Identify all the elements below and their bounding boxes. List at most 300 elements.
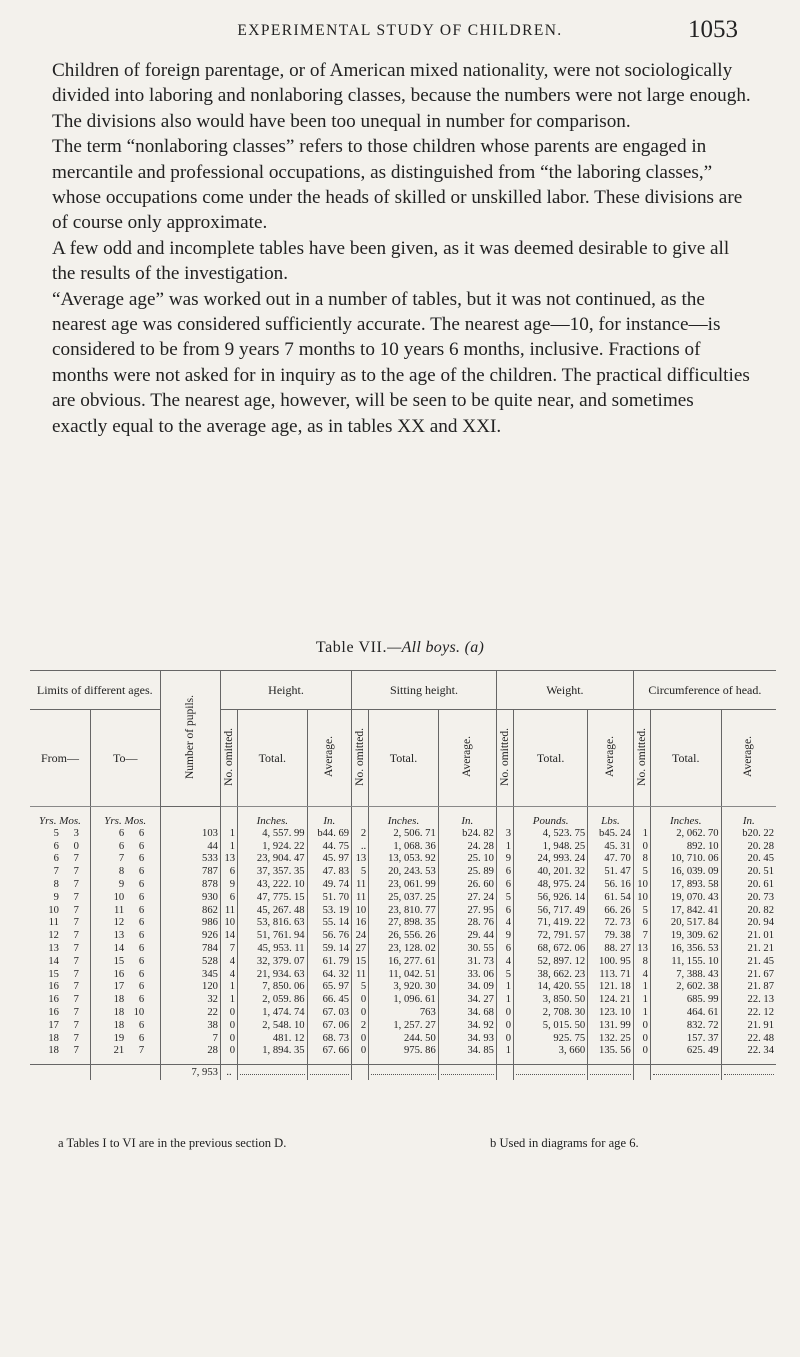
circ-average-cell: 22. 48: [721, 1033, 776, 1046]
pupils-cell: 533: [160, 853, 220, 866]
from-cell: 8 7: [53, 878, 79, 890]
sitting-total-cell: 244. 50: [369, 1033, 439, 1046]
from-cell: 9 7: [53, 891, 79, 903]
height-total-cell: 7, 850. 06: [238, 981, 308, 994]
total-cell: [352, 1065, 369, 1080]
unit-cell: Lbs.: [588, 807, 634, 828]
circ-average-cell: 22. 12: [721, 1007, 776, 1020]
weight-omitted-cell: 6: [496, 866, 513, 879]
weight-omitted-cell: 4: [496, 917, 513, 930]
to-cell: 18 10: [90, 1007, 160, 1020]
sitting-total-cell: 11, 042. 51: [369, 969, 439, 982]
to-cell: 9 6: [90, 879, 160, 892]
height-total-header: Total.: [238, 710, 308, 807]
height-total-cell: 45, 953. 11: [238, 943, 308, 956]
circ-omitted-cell: 10: [633, 879, 650, 892]
weight-average-cell: 131. 99: [588, 1020, 634, 1033]
total-cell: [307, 1065, 352, 1080]
height-average-cell: 65. 97: [307, 981, 352, 994]
height-total-cell: 1, 924. 22: [238, 841, 308, 854]
from-cell: 7 7: [53, 866, 79, 878]
height-omitted-cell: 0: [220, 1007, 237, 1020]
limits-header: Limits of different ages.: [30, 671, 160, 710]
sitting-omitted-cell: 0: [352, 1045, 369, 1064]
height-average-cell: 67. 03: [307, 1007, 352, 1020]
circ-total-cell: 16, 039. 09: [650, 866, 721, 879]
weight-average-cell: 51. 47: [588, 866, 634, 879]
to-cell: 12 6: [90, 917, 160, 930]
circ-total-header: Total.: [650, 710, 721, 807]
circ-total-cell: 7, 388. 43: [650, 969, 721, 982]
height-omitted-cell: 0: [220, 1033, 237, 1046]
table-body: [30, 828, 776, 1065]
from-cell: 6 0: [53, 840, 79, 852]
sitting-average-cell: 25. 10: [438, 853, 496, 866]
sitting-total-cell: 1, 096. 61: [369, 994, 439, 1007]
height-average-cell: b44. 69: [307, 828, 352, 841]
from-cell: 10 7: [48, 904, 79, 916]
page-header: [0, 16, 800, 50]
pupils-cell: 862: [160, 905, 220, 918]
from-header: From—: [30, 710, 90, 807]
paragraph: The term “nonlaboring classes” refers to those children whose parents are engaged in mercantile and professional occupations, as distinguished from “the laboring classes,” whose occupations come under the heads of skilled or unskilled labor. These divisions are of course only approximate.: [52, 136, 743, 234]
weight-average-cell: 123. 10: [588, 1007, 634, 1020]
height-average-cell: 56. 76: [307, 930, 352, 943]
to-cell: 7 6: [90, 853, 160, 866]
pupils-cell: 38: [160, 1020, 220, 1033]
weight-omitted-header: No. omitted.: [496, 710, 513, 807]
circ-total-cell: 20, 517. 84: [650, 917, 721, 930]
circ-omitted-cell: 0: [633, 1020, 650, 1033]
weight-average-cell: b45. 24: [588, 828, 634, 841]
weight-average-cell: 100. 95: [588, 956, 634, 969]
pupils-cell: 28: [160, 1045, 220, 1064]
weight-average-cell: 72. 73: [588, 917, 634, 930]
header-row-top: [30, 671, 776, 710]
unit-cell: Inches.: [238, 807, 308, 828]
weight-omitted-cell: 0: [496, 1020, 513, 1033]
weight-total-cell: 4, 523. 75: [514, 828, 588, 841]
height-total-cell: 37, 357. 35: [238, 866, 308, 879]
sitting-total-cell: 1, 068. 36: [369, 841, 439, 854]
table-row: [30, 841, 776, 854]
total-pupils: 7, 953: [160, 1065, 220, 1080]
units-row: [30, 807, 776, 828]
from-cell: 11 7: [48, 917, 79, 929]
height-omitted-cell: 1: [220, 994, 237, 1007]
total-cell: [496, 1065, 513, 1080]
unit-cell: Pounds.: [514, 807, 588, 828]
weight-total-cell: 68, 672. 06: [514, 943, 588, 956]
weight-total-cell: 24, 993. 24: [514, 853, 588, 866]
sitting-omitted-cell: 11: [352, 892, 369, 905]
weight-omitted-cell: 0: [496, 1033, 513, 1046]
from-cell: 6 7: [53, 853, 79, 865]
sitting-omitted-cell: 11: [352, 879, 369, 892]
circ-total-cell: 625. 49: [650, 1045, 721, 1064]
unit-cell: [496, 807, 513, 828]
weight-total-cell: 2, 708. 30: [514, 1007, 588, 1020]
table-row: [30, 1020, 776, 1033]
height-average-cell: 44. 75: [307, 841, 352, 854]
sitting-total-cell: 25, 037. 25: [369, 892, 439, 905]
table-row: [30, 905, 776, 918]
circ-omitted-cell: 0: [633, 1033, 650, 1046]
body-text: [52, 58, 752, 439]
weight-total-cell: 48, 975. 24: [514, 879, 588, 892]
from-cell: 16 7: [48, 981, 79, 993]
table-row: [30, 892, 776, 905]
weight-omitted-cell: 1: [496, 841, 513, 854]
circ-average-cell: 22. 13: [721, 994, 776, 1007]
height-omitted-cell: 6: [220, 892, 237, 905]
sitting-omitted-header: No. omitted.: [352, 710, 369, 807]
weight-omitted-cell: 4: [496, 956, 513, 969]
sitting-total-cell: 3, 920. 30: [369, 981, 439, 994]
sitting-total-cell: 23, 128. 02: [369, 943, 439, 956]
pupils-cell: 32: [160, 994, 220, 1007]
sitting-total-header: Total.: [369, 710, 439, 807]
sitting-average-cell: 24. 28: [438, 841, 496, 854]
unit-cell: Inches.: [650, 807, 721, 828]
sitting-total-cell: 26, 556. 26: [369, 930, 439, 943]
to-cell: 18 6: [90, 1020, 160, 1033]
weight-total-cell: 56, 717. 49: [514, 905, 588, 918]
weight-average-cell: 66. 26: [588, 905, 634, 918]
height-omitted-cell: 9: [220, 879, 237, 892]
pupils-header: Number of pupils.: [160, 671, 220, 807]
circ-average-header: Average.: [721, 710, 776, 807]
height-total-cell: 2, 059. 86: [238, 994, 308, 1007]
from-cell: 12 7: [48, 930, 79, 942]
header-row-sub: [30, 710, 776, 807]
weight-total-cell: 52, 897. 12: [514, 956, 588, 969]
sitting-average-cell: 34. 68: [438, 1007, 496, 1020]
circ-average-cell: 21. 21: [721, 943, 776, 956]
circ-total-cell: 10, 710. 06: [650, 853, 721, 866]
height-omitted-cell: 13: [220, 853, 237, 866]
height-total-cell: 481. 12: [238, 1033, 308, 1046]
total-cell: [438, 1065, 496, 1080]
circ-average-cell: 21. 87: [721, 981, 776, 994]
pupils-cell: 22: [160, 1007, 220, 1020]
sitting-total-cell: 27, 898. 35: [369, 917, 439, 930]
circ-average-cell: 21. 45: [721, 956, 776, 969]
sitting-total-cell: 20, 243. 53: [369, 866, 439, 879]
height-average-cell: 45. 97: [307, 853, 352, 866]
circ-total-cell: 19, 309. 62: [650, 930, 721, 943]
total-cell: [369, 1065, 439, 1080]
sitting-total-cell: 2, 506. 71: [369, 828, 439, 841]
total-cell: [721, 1065, 776, 1080]
unit-cell: Yrs. Mos.: [39, 815, 81, 827]
weight-omitted-cell: 5: [496, 892, 513, 905]
height-average-cell: 61. 79: [307, 956, 352, 969]
weight-average-cell: 113. 71: [588, 969, 634, 982]
pupils-cell: 930: [160, 892, 220, 905]
weight-average-cell: 56. 16: [588, 879, 634, 892]
from-cell: 13 7: [48, 942, 79, 954]
from-cell: 18 7: [48, 1032, 79, 1044]
circ-average-cell: 21. 01: [721, 930, 776, 943]
height-total-cell: 32, 379. 07: [238, 956, 308, 969]
from-cell: 15 7: [48, 968, 79, 980]
pupils-cell: 528: [160, 956, 220, 969]
height-total-cell: 53, 816. 63: [238, 917, 308, 930]
height-average-header: Average.: [307, 710, 352, 807]
sitting-total-cell: 16, 277. 61: [369, 956, 439, 969]
circ-omitted-header: No. omitted.: [633, 710, 650, 807]
pupils-cell: 103: [160, 828, 220, 841]
sitting-omitted-cell: 13: [352, 853, 369, 866]
weight-omitted-cell: 0: [496, 1007, 513, 1020]
height-omitted-cell: 4: [220, 956, 237, 969]
pupils-cell: 926: [160, 930, 220, 943]
sitting-average-cell: 33. 06: [438, 969, 496, 982]
circ-omitted-cell: 8: [633, 956, 650, 969]
sitting-omitted-cell: 0: [352, 1033, 369, 1046]
height-average-cell: 59. 14: [307, 943, 352, 956]
weight-average-cell: 45. 31: [588, 841, 634, 854]
sitting-average-cell: b24. 82: [438, 828, 496, 841]
height-average-cell: 68. 73: [307, 1033, 352, 1046]
paragraph: “Average age” was worked out in a number of tables, but it was not continued, as the nearest age was considered sufficiently accurate. The nearest age—10, for instance—is considered to be from 9 years 7 months to 10 years 6 months, inclusive. Fractions of months were not asked for in inquiry as to the age of the children. The practical difficulties are obvious. The nearest age, however, will be seen to be quite near, and sometimes exactly equal to the average age, as in tables XX and XXI.: [52, 288, 750, 437]
height-total-cell: 1, 894. 35: [238, 1045, 308, 1064]
weight-average-cell: 61. 54: [588, 892, 634, 905]
unit-cell: Yrs. Mos.: [90, 807, 160, 828]
sitting-total-cell: 763: [369, 1007, 439, 1020]
circ-omitted-cell: 1: [633, 994, 650, 1007]
weight-omitted-cell: 9: [496, 853, 513, 866]
height-average-cell: 51. 70: [307, 892, 352, 905]
sitting-average-cell: 29. 44: [438, 930, 496, 943]
weight-omitted-cell: 6: [496, 943, 513, 956]
circ-total-cell: 2, 602. 38: [650, 981, 721, 994]
height-omitted-cell: 11: [220, 905, 237, 918]
table-caption-label: Table VII.: [315, 639, 388, 656]
sitting-average-cell: 30. 55: [438, 943, 496, 956]
pupils-cell: 345: [160, 969, 220, 982]
circumference-header: Circumference of head.: [633, 671, 776, 710]
circ-omitted-cell: 5: [633, 866, 650, 879]
circ-average-cell: 20. 94: [721, 917, 776, 930]
from-cell: 18 7: [48, 1045, 79, 1057]
pupils-cell: 784: [160, 943, 220, 956]
to-cell: 21 7: [90, 1045, 160, 1064]
circ-omitted-cell: 4: [633, 969, 650, 982]
table-caption: [0, 639, 800, 657]
table-row: [30, 1045, 776, 1064]
height-total-cell: 21, 934. 63: [238, 969, 308, 982]
total-cell: [588, 1065, 634, 1080]
weight-omitted-cell: 1: [496, 994, 513, 1007]
table-row: [30, 1033, 776, 1046]
weight-total-cell: 72, 791. 57: [514, 930, 588, 943]
sitting-omitted-cell: 11: [352, 969, 369, 982]
height-total-cell: 1, 474. 74: [238, 1007, 308, 1020]
sitting-average-cell: 34. 27: [438, 994, 496, 1007]
weight-total-cell: 5, 015. 50: [514, 1020, 588, 1033]
circ-total-cell: 892. 10: [650, 841, 721, 854]
paragraph: A few odd and incomplete tables have been given, as it was deemed desirable to give all the results of the investigation.: [52, 237, 730, 285]
circ-total-cell: 11, 155. 10: [650, 956, 721, 969]
height-total-cell: 2, 548. 10: [238, 1020, 308, 1033]
pupils-cell: 787: [160, 866, 220, 879]
height-average-cell: 67. 06: [307, 1020, 352, 1033]
to-cell: 15 6: [90, 956, 160, 969]
sitting-total-cell: 23, 810. 77: [369, 905, 439, 918]
pupils-cell: 44: [160, 841, 220, 854]
height-omitted-cell: 1: [220, 841, 237, 854]
circ-omitted-cell: 1: [633, 1007, 650, 1020]
height-omitted-cell: 1: [220, 828, 237, 841]
weight-total-cell: 3, 850. 50: [514, 994, 588, 1007]
sitting-omitted-cell: 10: [352, 905, 369, 918]
sitting-height-header: Sitting height.: [352, 671, 497, 710]
circ-omitted-cell: 6: [633, 917, 650, 930]
height-omitted-cell: 0: [220, 1045, 237, 1064]
total-cell: [650, 1065, 721, 1080]
sitting-omitted-cell: 24: [352, 930, 369, 943]
circ-average-cell: 20. 51: [721, 866, 776, 879]
height-total-cell: 51, 761. 94: [238, 930, 308, 943]
sitting-omitted-cell: 16: [352, 917, 369, 930]
unit-cell: [160, 807, 220, 828]
weight-average-cell: 121. 18: [588, 981, 634, 994]
sitting-average-cell: 34. 93: [438, 1033, 496, 1046]
unit-cell: In.: [721, 807, 776, 828]
footnote-b: b Used in diagrams for age 6.: [490, 1136, 639, 1150]
circ-total-cell: 17, 842. 41: [650, 905, 721, 918]
table-row: [30, 930, 776, 943]
circ-omitted-cell: 10: [633, 892, 650, 905]
circ-total-cell: 157. 37: [650, 1033, 721, 1046]
sitting-omitted-cell: 2: [352, 1020, 369, 1033]
circ-omitted-cell: 13: [633, 943, 650, 956]
table-row: [30, 994, 776, 1007]
sitting-total-cell: 1, 257. 27: [369, 1020, 439, 1033]
unit-cell: [633, 807, 650, 828]
sitting-average-cell: 34. 85: [438, 1045, 496, 1064]
table-row: [30, 828, 776, 841]
sitting-omitted-cell: 27: [352, 943, 369, 956]
circ-omitted-cell: 1: [633, 828, 650, 841]
circ-total-cell: 2, 062. 70: [650, 828, 721, 841]
weight-total-header: Total.: [514, 710, 588, 807]
sitting-total-cell: 13, 053. 92: [369, 853, 439, 866]
to-header: To—: [90, 710, 160, 807]
height-average-cell: 55. 14: [307, 917, 352, 930]
from-cell: 14 7: [48, 955, 79, 967]
weight-omitted-cell: 3: [496, 828, 513, 841]
circ-average-cell: 20. 82: [721, 905, 776, 918]
pupils-cell: 878: [160, 879, 220, 892]
circ-omitted-cell: 0: [633, 1045, 650, 1064]
circ-omitted-cell: 5: [633, 905, 650, 918]
circ-omitted-cell: 1: [633, 981, 650, 994]
weight-total-cell: 56, 926. 14: [514, 892, 588, 905]
pupils-cell: 7: [160, 1033, 220, 1046]
circ-omitted-cell: 7: [633, 930, 650, 943]
weight-total-cell: 14, 420. 55: [514, 981, 588, 994]
unit-cell: In.: [307, 807, 352, 828]
circ-average-cell: 22. 34: [721, 1045, 776, 1064]
from-cell: 5 3: [53, 827, 79, 839]
to-cell: 6 6: [90, 828, 160, 841]
weight-average-cell: 132. 25: [588, 1033, 634, 1046]
height-omitted-cell: 0: [220, 1020, 237, 1033]
sitting-total-cell: 23, 061. 99: [369, 879, 439, 892]
sitting-average-cell: 26. 60: [438, 879, 496, 892]
sitting-average-cell: 34. 09: [438, 981, 496, 994]
table-row: [30, 956, 776, 969]
to-cell: 17 6: [90, 981, 160, 994]
from-cell: 17 7: [48, 1019, 79, 1031]
height-total-cell: 45, 267. 48: [238, 905, 308, 918]
height-average-cell: 49. 74: [307, 879, 352, 892]
to-cell: 8 6: [90, 866, 160, 879]
total-row: [30, 1065, 776, 1080]
height-average-cell: 53. 19: [307, 905, 352, 918]
table-row: [30, 866, 776, 879]
sitting-average-cell: 31. 73: [438, 956, 496, 969]
data-table: [30, 670, 776, 1080]
weight-total-cell: 925. 75: [514, 1033, 588, 1046]
circ-total-cell: 17, 893. 58: [650, 879, 721, 892]
sitting-average-cell: 27. 24: [438, 892, 496, 905]
pupils-cell: 986: [160, 917, 220, 930]
sitting-average-cell: 25. 89: [438, 866, 496, 879]
sitting-average-header: Average.: [438, 710, 496, 807]
sitting-omitted-cell: 2: [352, 828, 369, 841]
table-row: [30, 879, 776, 892]
sitting-total-cell: 975. 86: [369, 1045, 439, 1064]
table-row: [30, 969, 776, 982]
to-cell: 11 6: [90, 905, 160, 918]
total-cell: [514, 1065, 588, 1080]
weight-average-cell: 124. 21: [588, 994, 634, 1007]
running-head: EXPERIMENTAL STUDY OF CHILDREN.: [237, 22, 563, 39]
table-row: [30, 943, 776, 956]
circ-total-cell: 464. 61: [650, 1007, 721, 1020]
height-total-cell: 47, 775. 15: [238, 892, 308, 905]
circ-average-cell: 20. 73: [721, 892, 776, 905]
sitting-omitted-cell: 5: [352, 866, 369, 879]
sitting-omitted-cell: 0: [352, 1007, 369, 1020]
weight-average-cell: 88. 27: [588, 943, 634, 956]
sitting-average-cell: 27. 95: [438, 905, 496, 918]
unit-cell: Inches.: [369, 807, 439, 828]
total-cell: [633, 1065, 650, 1080]
weight-total-cell: 71, 419. 22: [514, 917, 588, 930]
total-cell: [90, 1065, 160, 1080]
height-total-cell: 4, 557. 99: [238, 828, 308, 841]
table-caption-title: —All boys. (a): [387, 639, 485, 656]
height-omitted-cell: 7: [220, 943, 237, 956]
circ-average-cell: 20. 45: [721, 853, 776, 866]
weight-average-cell: 135. 56: [588, 1045, 634, 1064]
height-header: Height.: [220, 671, 351, 710]
unit-cell: [352, 807, 369, 828]
sitting-average-cell: 28. 76: [438, 917, 496, 930]
weight-total-cell: 38, 662. 23: [514, 969, 588, 982]
circ-total-cell: 19, 070. 43: [650, 892, 721, 905]
weight-average-cell: 79. 38: [588, 930, 634, 943]
sitting-omitted-cell: 15: [352, 956, 369, 969]
sitting-omitted-cell: ..: [352, 841, 369, 854]
weight-header: Weight.: [496, 671, 633, 710]
height-average-cell: 47. 83: [307, 866, 352, 879]
